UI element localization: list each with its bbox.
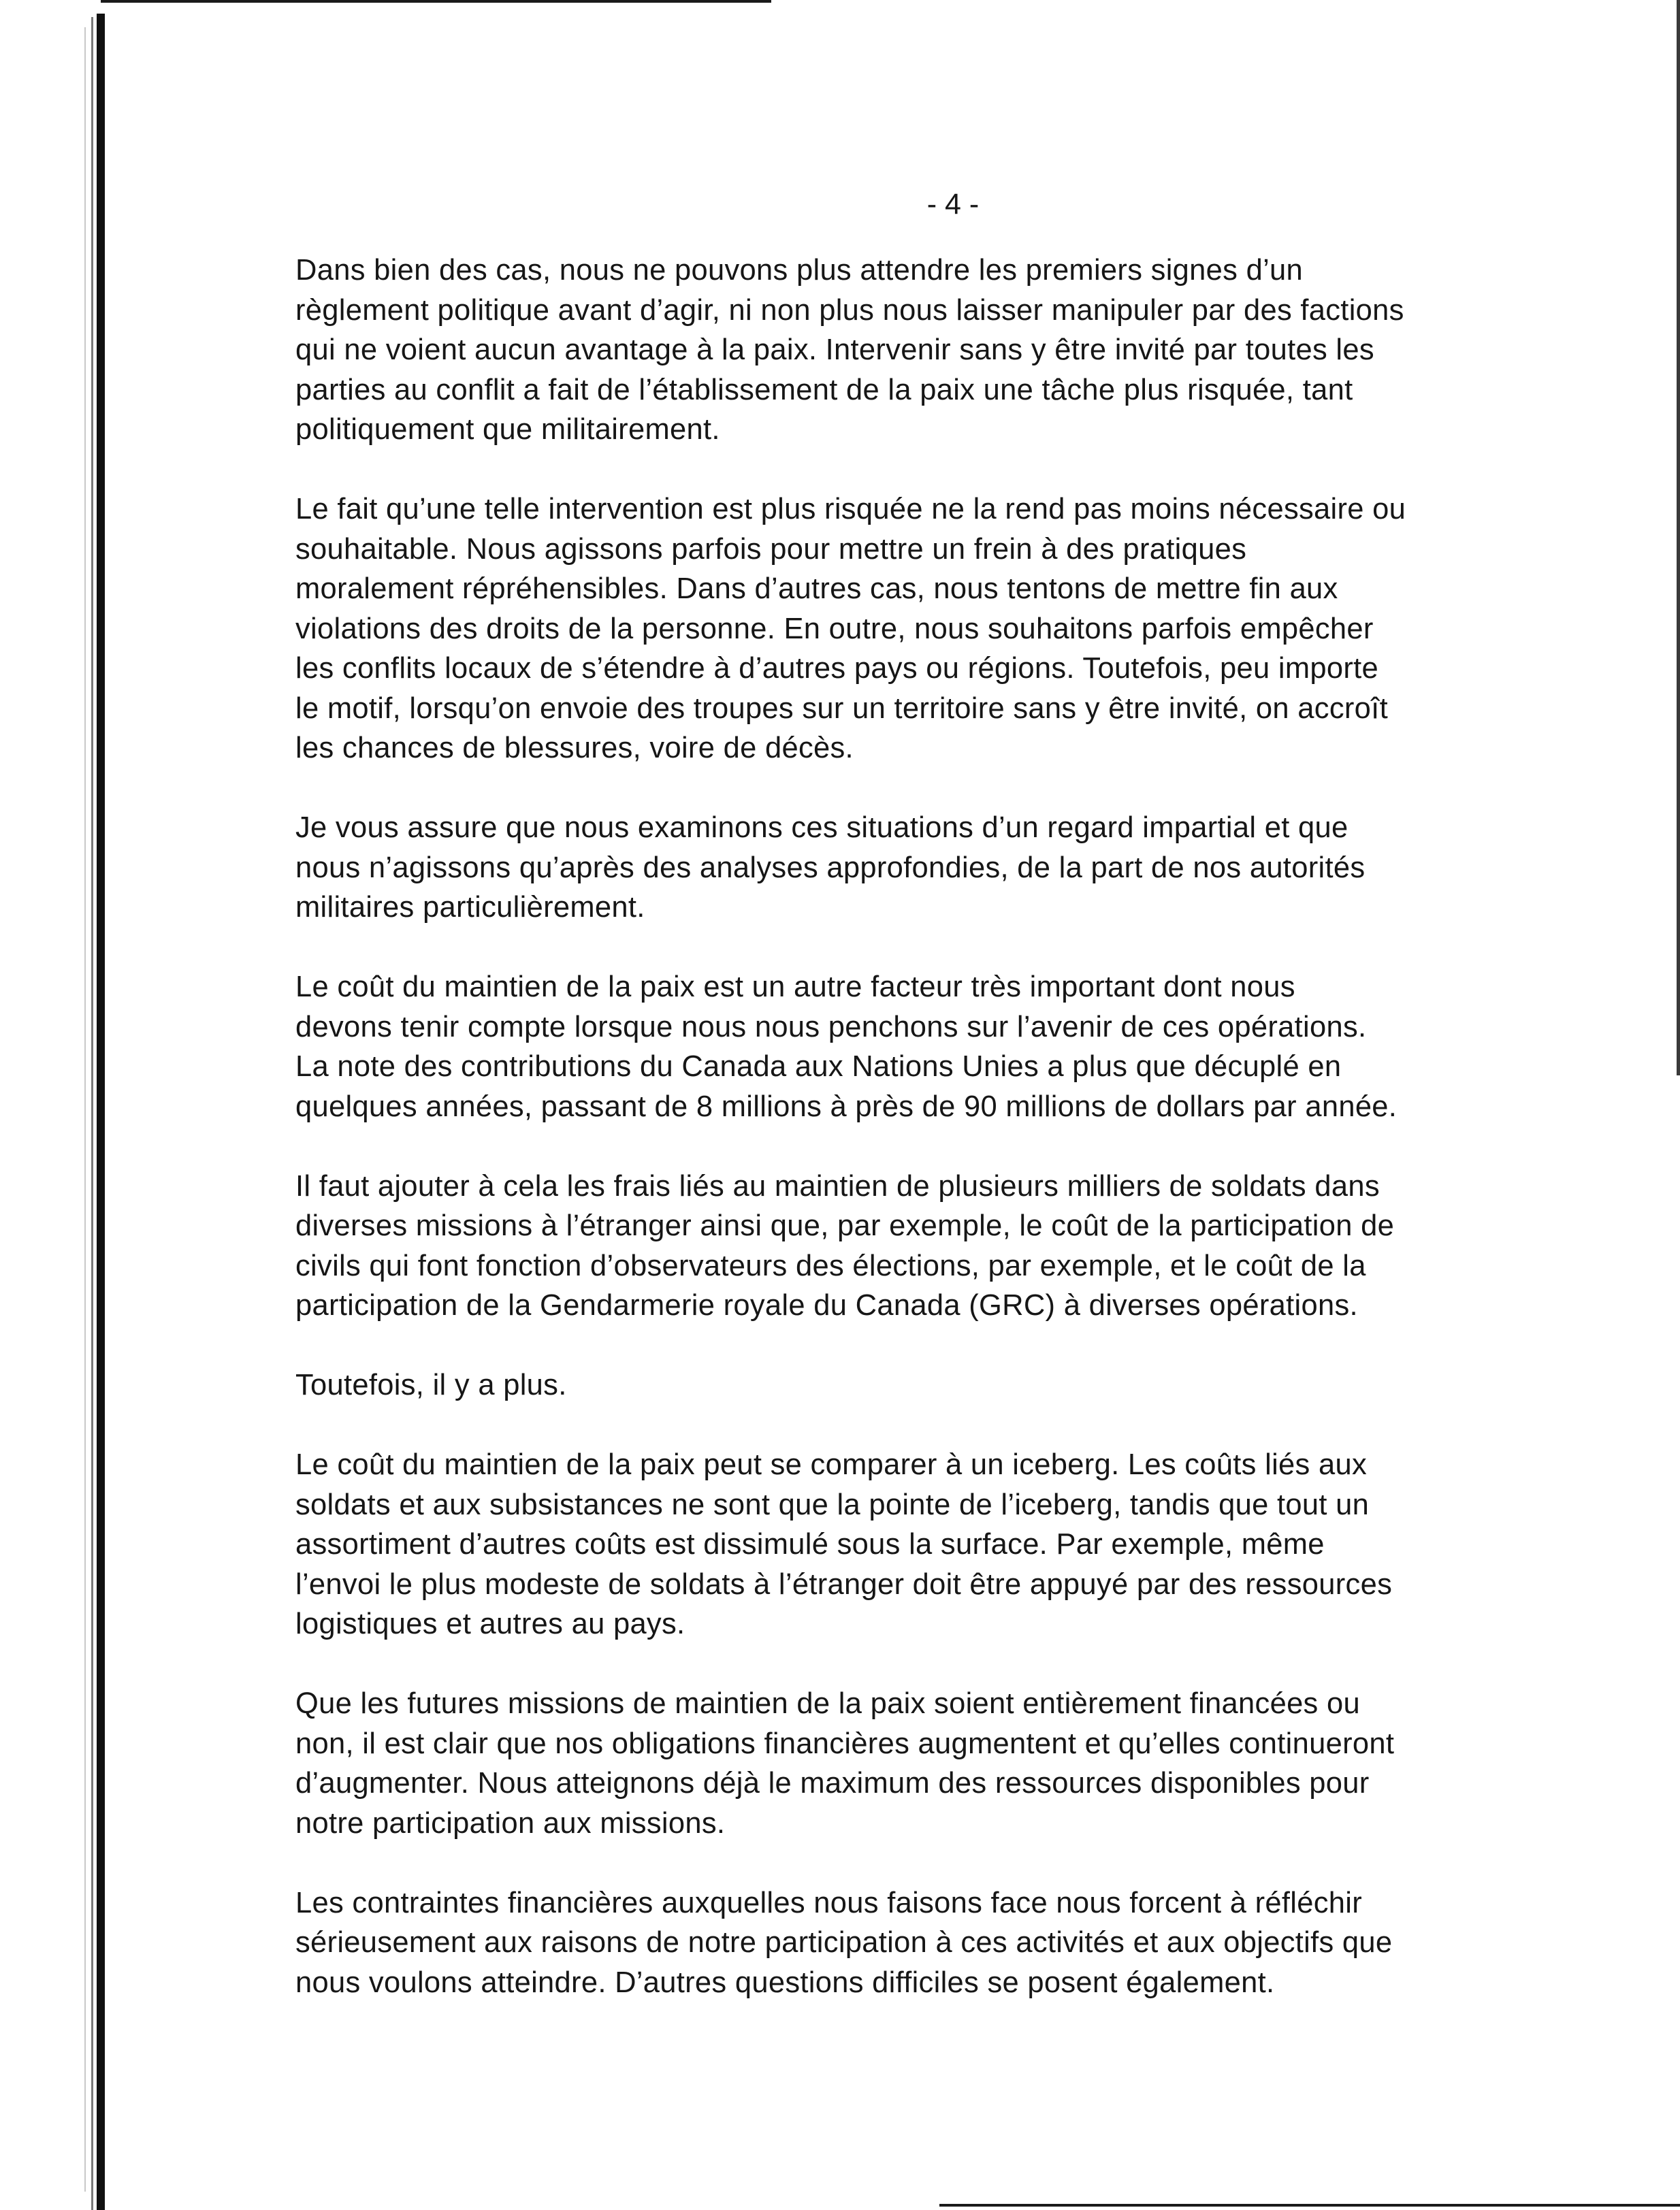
text-line: les conflits locaux de s’étendre à d’autres pays ou régions. Toutefois, peu importe [295,652,1379,685]
text-line: politiquement que militairement. [295,413,720,446]
text-line: violations des droits de la personne. En outre, nous souhaitons parfois empêcher [295,612,1374,645]
text-line: assortiment d’autres coûts est dissimulé sous la surface. Par exemple, même [295,1528,1325,1561]
paragraph [295,489,1630,768]
paragraph [295,1445,1630,1644]
scan-right-edge [1677,0,1680,1075]
text-line: Que les futures missions de maintien de la paix soient entièrement financées ou [295,1687,1360,1720]
text-line: civils qui font fonction d’observateurs des élections, par exemple, et le coût de la [295,1249,1366,1282]
paragraph [295,808,1630,928]
text-line: quelques années, passant de 8 millions à près de 90 millions de dollars par année. [295,1090,1398,1123]
text-line: Toutefois, il y a plus. [295,1369,567,1401]
text-line: parties au conflit a fait de l’établissement de la paix une tâche plus risquée, tant [295,373,1353,406]
paragraph [295,1883,1630,2003]
text-line: Dans bien des cas, nous ne pouvons plus attendre les premiers signes d’un [295,254,1304,287]
text-line: notre participation aux missions. [295,1806,726,1840]
paragraph [295,250,1630,450]
text-line: nous n’agissons qu’après des analyses approfondies, de la part de nos autorités [295,851,1366,884]
scan-top-edge [101,0,771,3]
text-line: l’envoi le plus modeste de soldats à l’étranger doit être appuyé par des ressources [295,1567,1393,1601]
text-line: militaires particulièrement. [295,891,645,924]
scan-binding-edge [97,14,105,2210]
text-line: sérieusement aux raisons de notre participation à ces activités et aux objectifs que [295,1926,1393,1959]
text-line: d’augmenter. Nous atteignons déjà le maximum des ressources disponibles pour [295,1767,1370,1800]
text-line: Le fait qu’une telle intervention est plus risquée ne la rend pas moins nécessaire ou [295,493,1406,525]
scan-binding-shadow [84,27,86,2192]
text-line: Les contraintes financières auxquelles nous faisons face nous forcent à réfléchir [295,1886,1363,1919]
text-line: les chances de blessures, voire de décès. [295,732,854,764]
text-line: moralement répréhensibles. Dans d’autres cas, nous tentons de mettre fin aux [295,572,1338,605]
text-line: non, il est clair que nos obligations financières augmentent et qu’elles continueront [295,1727,1395,1760]
text-line: qui ne voient aucun avantage à la paix. Intervenir sans y être invité par toutes les [295,334,1374,366]
scan-binding-inner-edge [91,17,93,2210]
text-line: soldats et aux subsistances ne sont que la pointe de l’iceberg, tandis que tout un [295,1488,1370,1521]
paragraph [295,967,1630,1126]
body-text [295,250,1630,2043]
text-line: devons tenir compte lorsque nous nous penchons sur l’avenir de ces opérations. [295,1010,1367,1043]
text-line: participation de la Gendarmerie royale du Canada (GRC) à diverses opérations. [295,1289,1358,1322]
text-line: logistiques et autres au pays. [295,1608,685,1640]
page-number: - 4 - [926,188,980,221]
text-line: souhaitable. Nous agissons parfois pour mettre un frein à des pratiques [295,532,1247,566]
text-line: Il faut ajouter à cela les frais liés au maintien de plusieurs milliers de soldats dans [295,1169,1380,1203]
paragraph [295,1365,1630,1405]
scan-bottom-edge [939,2204,1680,2207]
text-line: La note des contributions du Canada aux Nations Unies a plus que décuplé en [295,1050,1342,1083]
text-line: Le coût du maintien de la paix est un autre facteur très important dont nous [295,971,1295,1003]
text-line: Je vous assure que nous examinons ces situations d’un regard impartial et que [295,811,1348,844]
paragraph [295,1167,1630,1326]
text-line: nous voulons atteindre. D’autres questions difficiles se posent également. [295,1966,1275,1999]
text-line: règlement politique avant d’agir, ni non plus nous laisser manipuler par des factions [295,293,1404,327]
text-line: le motif, lorsqu’on envoie des troupes sur un territoire sans y être invité, on accroît [295,692,1388,725]
text-line: diverses missions à l’étranger ainsi que, par exemple, le coût de la participation de [295,1209,1395,1242]
text-line: Le coût du maintien de la paix peut se comparer à un iceberg. Les coûts liés aux [295,1448,1368,1481]
paragraph [295,1684,1630,1843]
